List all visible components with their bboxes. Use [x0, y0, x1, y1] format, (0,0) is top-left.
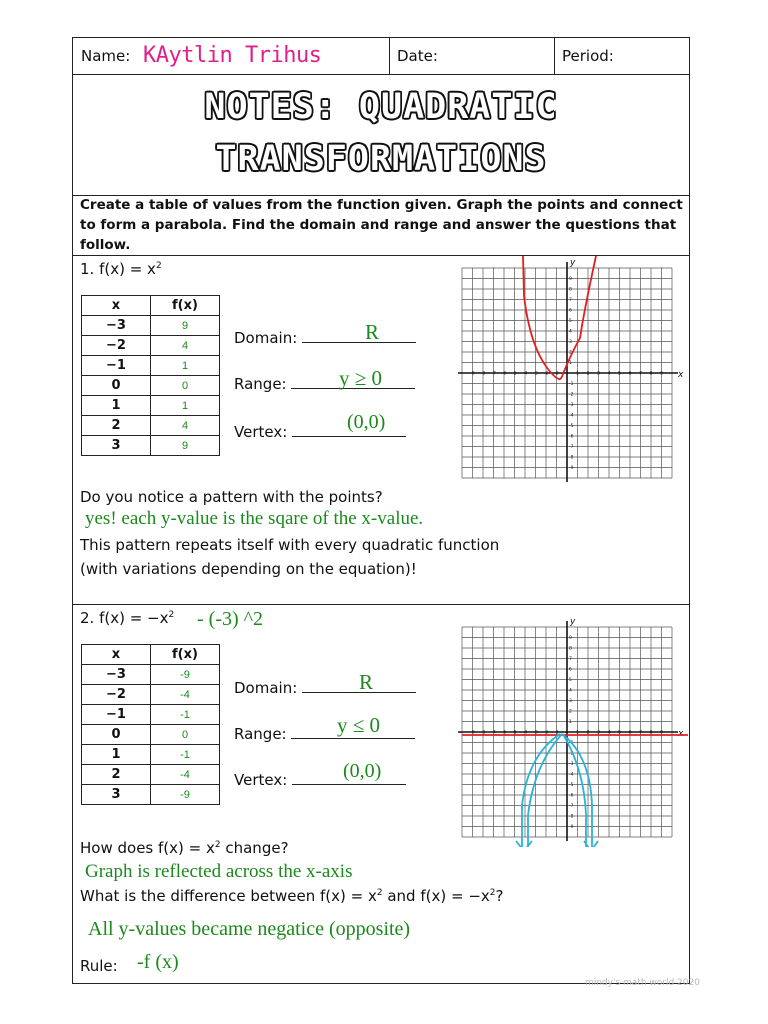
- x-tick-label: 4: [607, 730, 611, 736]
- problem1-graph: [458, 256, 688, 486]
- x-tick-label: -9: [470, 730, 475, 736]
- fx-cell: -1: [151, 705, 220, 725]
- x-tick-label: 6: [628, 730, 632, 736]
- x-tick-label: 7: [639, 730, 642, 736]
- y-tick-label: -7: [569, 445, 574, 450]
- y-tick-label: 4: [569, 329, 572, 335]
- x-cell: −1: [82, 705, 151, 725]
- fx-cell: -4: [151, 685, 220, 705]
- downward-arrows: [516, 734, 598, 847]
- y-tick-label: -6: [569, 434, 574, 440]
- x-cell: −3: [82, 316, 151, 336]
- x-tick-label: 2: [586, 371, 590, 377]
- x-tick-label: -1: [554, 730, 559, 736]
- domain-label: Domain:: [234, 328, 416, 347]
- vertex-answer: (0,0): [347, 411, 386, 433]
- y-tick-label: 1: [569, 720, 572, 725]
- y-tick-label: -1: [569, 741, 574, 746]
- pattern-answer: yes! each y-value is the sqare of the x-value.: [85, 508, 424, 529]
- student-name: KAytlin Trihus: [143, 43, 322, 68]
- y-tick-label: 1: [569, 361, 572, 366]
- y-tick-label: 7: [569, 657, 572, 662]
- table-header: f(x): [151, 296, 220, 316]
- y-tick-label: -9: [569, 466, 574, 471]
- rule-label: Rule:: [80, 957, 118, 975]
- fx-cell: 0: [151, 725, 220, 745]
- y-tick-label: -4: [569, 413, 574, 419]
- y-axis-label: y: [570, 258, 576, 268]
- y-tick-label: 6: [569, 308, 572, 314]
- y-tick-label: 3: [569, 340, 572, 345]
- problem1-label: 1. $f(x) = x^2$: [80, 260, 162, 278]
- coordinate-grid: [458, 617, 684, 841]
- y-tick-label: 8: [569, 646, 572, 652]
- range-label: Range:: [234, 724, 415, 743]
- y-tick-label: -4: [569, 772, 574, 778]
- fx-cell: -9: [151, 785, 220, 805]
- problem-divider: [73, 604, 689, 605]
- difference-question: What is the difference between $f(x) = x^2$ and $f(x) = -x^2$?: [80, 887, 504, 905]
- vertex-answer: (0,0): [343, 760, 382, 782]
- footer-credit: mindy's math world 2020: [585, 978, 700, 988]
- y-tick-label: 9: [569, 636, 572, 641]
- pattern-note-2: (with variations depending on the equation)!: [80, 560, 417, 578]
- problem1-table: [81, 295, 220, 456]
- x-tick-label: 9: [660, 371, 663, 377]
- fx-cell: 1: [151, 356, 220, 376]
- y-tick-label: -8: [569, 455, 574, 461]
- x-cell: 0: [82, 376, 151, 396]
- x-tick-label: 7: [639, 371, 642, 377]
- y-tick-label: -9: [569, 825, 574, 830]
- y-tick-label: -5: [569, 783, 574, 788]
- problem2-graph: [458, 615, 688, 847]
- y-tick-label: 6: [569, 667, 572, 673]
- fx-cell: -1: [151, 745, 220, 765]
- range-answer: y ≤ 0: [337, 713, 381, 737]
- fx-cell: 1: [151, 396, 220, 416]
- y-tick-label: 2: [569, 350, 572, 356]
- x-tick-label: -1: [554, 371, 559, 377]
- x-tick-label: -5: [512, 730, 517, 736]
- x-cell: −3: [82, 665, 151, 685]
- table-header: x: [82, 296, 151, 316]
- x-tick-label: 5: [618, 371, 621, 377]
- x-tick-label: -7: [491, 371, 496, 377]
- fx-cell: 4: [151, 336, 220, 356]
- fx-cell: 9: [151, 316, 220, 336]
- x-tick-label: -4: [522, 730, 528, 736]
- x-tick-label: 3: [597, 730, 600, 736]
- parabola-curve: [523, 256, 596, 379]
- x-tick-label: 1: [576, 371, 579, 377]
- page-title-line-2: TRANSFORMATIONS: [215, 139, 547, 179]
- table-header: x: [82, 645, 151, 665]
- y-tick-label: 8: [569, 287, 572, 293]
- x-tick-label: -2: [543, 371, 549, 377]
- difference-answer: All y-values became negatice (opposite): [88, 918, 411, 940]
- fx-cell: -9: [151, 665, 220, 685]
- x-tick-label: -6: [501, 730, 507, 736]
- x-tick-label: 8: [649, 371, 653, 377]
- table-header: f(x): [151, 645, 220, 665]
- fx-cell: 0: [151, 376, 220, 396]
- x-tick-label: -6: [501, 371, 507, 377]
- vertex-label: Vertex:: [234, 422, 406, 441]
- name-label: Name:: [81, 47, 131, 65]
- x-tick-label: -3: [533, 371, 538, 377]
- worksheet: [72, 37, 690, 984]
- x-tick-label: -7: [491, 730, 496, 736]
- y-tick-label: -5: [569, 424, 574, 429]
- pattern-note-1: This pattern repeats itself with every quadratic function: [80, 536, 500, 554]
- y-tick-label: -8: [569, 814, 574, 820]
- y-tick-label: -1: [569, 382, 574, 387]
- problem2-table: [81, 644, 220, 805]
- x-axis-label: x: [678, 370, 684, 380]
- y-tick-label: 3: [569, 699, 572, 704]
- y-tick-label: -3: [569, 403, 574, 408]
- x-tick-label: -8: [480, 371, 486, 377]
- y-axis-label: y: [570, 617, 576, 627]
- header-column-divider: [554, 38, 555, 74]
- fx-cell: -4: [151, 765, 220, 785]
- x-tick-label: 6: [628, 371, 632, 377]
- y-tick-label: -7: [569, 804, 574, 809]
- range-label: Range:: [234, 374, 415, 393]
- header-column-divider: [389, 38, 390, 74]
- x-axis-label: x: [678, 729, 684, 739]
- y-tick-label: -2: [569, 392, 574, 398]
- problem2-annotation: - (-3) ^2: [197, 608, 264, 630]
- header-divider: [73, 74, 689, 75]
- fx-cell: 9: [151, 436, 220, 456]
- domain-label: Domain:: [234, 678, 416, 697]
- x-tick-label: 4: [607, 371, 611, 377]
- change-question: How does $f(x) = x^2$ change?: [80, 839, 289, 857]
- x-cell: 2: [82, 416, 151, 436]
- x-tick-label: 1: [576, 730, 579, 736]
- x-tick-label: -2: [543, 730, 549, 736]
- x-tick-label: 5: [618, 730, 621, 736]
- x-cell: 3: [82, 436, 151, 456]
- x-tick-label: 8: [649, 730, 653, 736]
- x-cell: 1: [82, 396, 151, 416]
- x-tick-label: -3: [533, 730, 538, 736]
- instructions: Create a table of values from the function given. Graph the points and connect to form a parabola. Find the domain and range and answer the questions that follow.: [80, 197, 683, 253]
- change-answer: Graph is reflected across the x-axis: [85, 861, 353, 882]
- domain-answer: R: [359, 670, 374, 694]
- date-label: Date:: [397, 47, 438, 65]
- fx-cell: 4: [151, 416, 220, 436]
- x-cell: 0: [82, 725, 151, 745]
- x-tick-label: 9: [660, 730, 663, 736]
- y-tick-label: -3: [569, 762, 574, 767]
- x-cell: −2: [82, 336, 151, 356]
- vertex-label: Vertex:: [234, 770, 406, 789]
- problem2-label: 2. $f(x) = -x^2$: [80, 609, 175, 627]
- y-tick-label: 4: [569, 688, 572, 694]
- x-cell: 1: [82, 745, 151, 765]
- y-tick-label: 5: [569, 678, 572, 683]
- x-tick-label: 3: [597, 371, 600, 377]
- y-tick-label: -2: [569, 751, 574, 757]
- pattern-question: Do you notice a pattern with the points?: [80, 488, 383, 506]
- domain-answer: R: [365, 320, 380, 344]
- y-tick-label: 9: [569, 277, 572, 282]
- y-tick-label: 7: [569, 298, 572, 303]
- x-tick-label: -5: [512, 371, 517, 377]
- y-tick-label: 2: [569, 709, 572, 715]
- x-cell: −1: [82, 356, 151, 376]
- coordinate-grid: [458, 258, 684, 482]
- x-tick-label: -8: [480, 730, 486, 736]
- x-tick-label: -4: [522, 371, 528, 377]
- x-tick-label: 2: [586, 730, 590, 736]
- y-tick-label: 5: [569, 319, 572, 324]
- rule-answer: -f (x): [137, 951, 179, 973]
- range-answer: y ≥ 0: [339, 366, 383, 390]
- x-tick-label: -9: [470, 371, 475, 377]
- y-tick-label: -6: [569, 793, 574, 799]
- x-cell: 2: [82, 765, 151, 785]
- page-title-line-1: NOTES: QUADRATIC: [204, 87, 558, 127]
- x-cell: 3: [82, 785, 151, 805]
- x-cell: −2: [82, 685, 151, 705]
- period-label: Period:: [562, 47, 614, 65]
